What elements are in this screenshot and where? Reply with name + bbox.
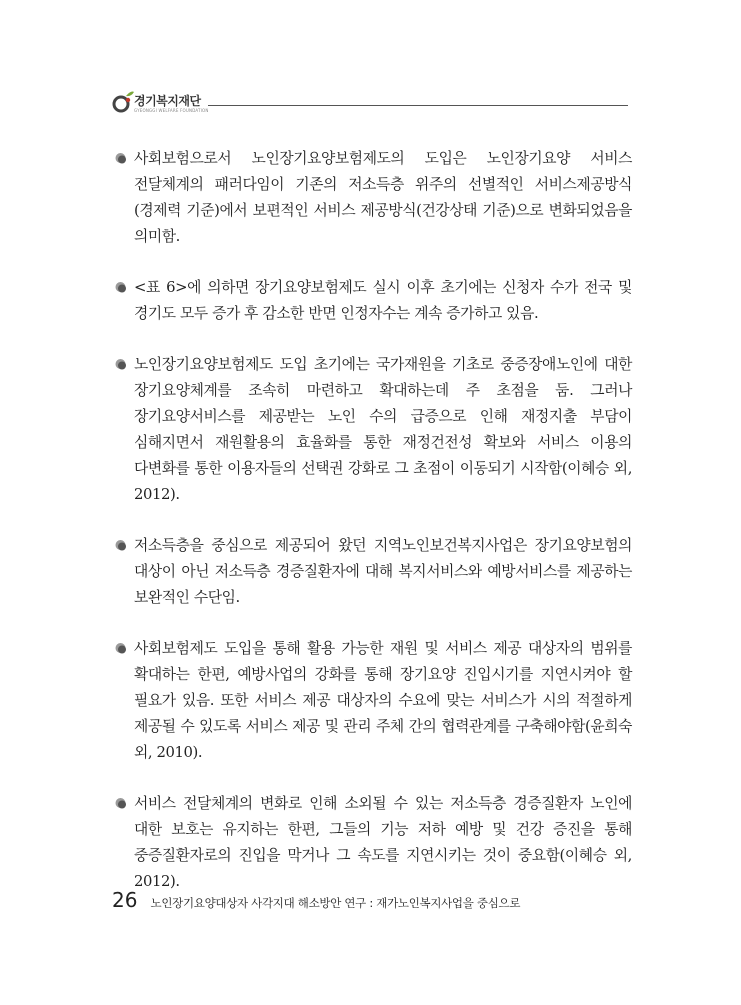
bullet-item: [114, 636, 632, 766]
bullet-text: <표 6>에 의하면 장기요양보험제도 실시 이후 초기에는 신청자 수가 전국 및 경기도 모두 증가 후 감소한 반면 인정자수는 계속 증가하고 있음.: [134, 279, 632, 322]
bullet-item: [114, 275, 632, 327]
bullet-text: 사회보험제도 도입을 통해 활용 가능한 재원 및 서비스 제공 대상자의 범위를 확대하는 한편, 예방사업의 강화를 통해 장기요양 진입시기를 지연시켜야 할 필요가 있음. 또한 서비스 제공 대상자의 수요에 맞는 서비스가 시의 적절하게 제공될 수 있도록 서비스 제공 및 관리 주체 간의 협력관계를 구축해야함(윤희숙 외, 2010).: [134, 640, 632, 761]
bullet-item: [114, 146, 632, 250]
bullet-text: 사회보험으로서 노인장기요양보험제도의 도입은 노인장기요양 서비스 전달체계의 패러다임이 기존의 저소득층 위주의 선별적인 서비스제공방식(경제력 기준)에서 보편적인 서비스 제공방식(건강상태 기준)으로 변화되었음을 의미함.: [134, 150, 632, 245]
bullet-icon: [114, 796, 128, 810]
bullet-item: [114, 533, 632, 611]
bullet-icon: [114, 357, 128, 371]
bullet-icon: [114, 538, 128, 552]
header-divider: [208, 105, 628, 106]
bullet-text: 저소득층을 중심으로 제공되어 왔던 지역노인보건복지사업은 장기요양보험의 대상이 아닌 저소득층 경증질환자에 대해 복지서비스와 예방서비스를 제공하는 보완적인 수단임.: [134, 537, 632, 606]
page-footer: [112, 888, 520, 912]
org-subtitle: GYEONGGI WELFARE FOUNDATION: [134, 108, 209, 113]
org-name: 경기복지재단: [134, 94, 201, 108]
page-number: 26: [112, 888, 138, 912]
bullet-item: [114, 791, 632, 895]
bullet-text: 노인장기요양보험제도 도입 초기에는 국가재원을 기초로 중증장애노인에 대한 장기요양체계를 조속히 마련하고 확대하는데 주 초점을 둠. 그러나 장기요양서비스를 제공받는 노인 수의 급증으로 인해 재정지출 부담이 심해지면서 재원활용의 효율화를 통한 재정건전성 확보와 서비스 이용의 다변화를 통한 이용자들의 선택권 강화로 그 초점이 이동되기 시작함(이혜승 외, 2012).: [134, 356, 632, 503]
bullet-icon: [114, 641, 128, 655]
bullet-icon: [114, 280, 128, 294]
bullet-icon: [114, 151, 128, 165]
running-title: 노인장기요양대상자 사각지대 해소방안 연구 : 재가노인복지사업을 중심으로: [150, 896, 521, 910]
bullet-text: 서비스 전달체계의 변화로 인해 소외될 수 있는 저소득층 경증질환자 노인에 대한 보호는 유지하는 한편, 그들의 기능 저하 예방 및 건강 증진을 통해 중증질환자로의 진입을 막거나 그 속도를 지연시키는 것이 중요함(이혜승 외, 2012).: [134, 795, 632, 890]
main-content: [114, 146, 632, 920]
bullet-item: [114, 352, 632, 508]
foundation-logo-icon: [112, 88, 136, 116]
page-header: [112, 88, 628, 122]
